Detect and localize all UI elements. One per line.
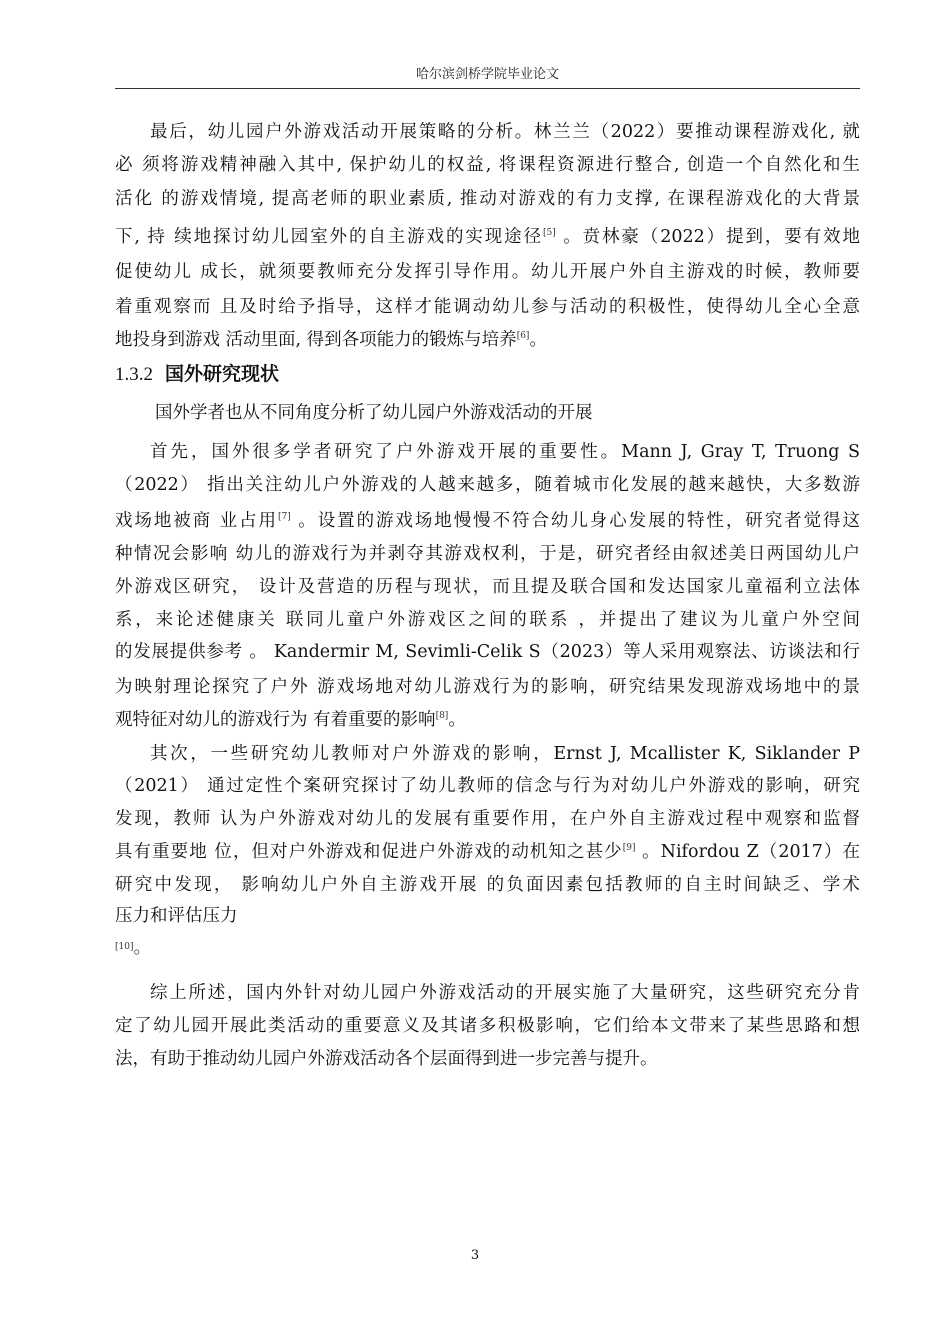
para4-line2: （2021） 通过定性个案研究探讨了幼儿教师的信念与行为对幼儿户外游戏的影响，研究 [115,776,860,796]
para1-line7 [115,324,860,356]
para2-line1: 国外学者也从不同角度分析了幼儿园户外游戏活动的开展 [155,403,593,423]
para4-line4-text-b: 。Nifordou Z（2017）在 [635,842,860,862]
para3-line9-text-a: 观特征对幼儿的游戏行为 有着重要的影响 [115,710,436,730]
citation-6: [6] [516,331,530,342]
citation-10: [10] [115,942,134,952]
para1-line5: 促使幼儿 成长，就须要教师充分发挥引导作用。幼儿开展户外自主游戏的时候，教师要 [115,262,860,282]
para3-line3-text-a: 戏场地被商 业占用 [115,511,278,531]
para3-line9 [115,704,860,736]
citation-8: [8] [435,711,449,722]
citation-5: [5] [542,228,556,239]
para1-line4-text-a: 下, 持 续地探讨幼儿园室外的自主游戏的实现途径 [115,227,543,247]
para3-line2: （2022） 指出关注幼儿户外游戏的人越来越多，随着城市化发展的越来越快，大多数游 [115,475,860,495]
page-header: 哈尔滨剑桥学院毕业论文 [415,67,559,82]
para5-line2: 定了幼儿园开展此类活动的重要意义及其诸多积极影响，它们给本文带来了某些思路和想 [115,1016,860,1036]
para3-line7: 的发展提供参考 。 Kandermir M, Sevimli-Celik S（2023）等人采用观察法、访谈法和行 [115,642,860,662]
para1-line4-text-b: 。贲林豪（2022）提到，要有效地 [555,227,860,247]
para3-line6: 系，来论述健康关 联同儿童户外游戏区之间的联系 ，并提出了建议为儿童户外空间 [115,610,860,630]
para4-line7 [115,938,151,958]
para4-line7-period: 。 [133,938,151,958]
para3-line3-text-b: 。设置的游戏场地慢慢不符合幼儿身心发展的特性，研究者觉得这 [290,511,860,531]
para4-line4-text-a: 具有重要地 位，但对户外游戏和促进户外游戏的动机知之甚少 [115,842,623,862]
para3-line5: 外游戏区研究， 设计及营造的历程与现状，而且提及联合国和发达国家儿童福利立法体 [115,577,860,597]
para1-line3: 活化 的游戏情境, 提高老师的职业素质, 推动对游戏的有力支撑, 在课程游戏化的大背景 [115,189,860,209]
para3-line4: 种情况会影响 幼儿的游戏行为并剥夺其游戏权利，于是，研究者经由叙述美日两国幼儿户 [115,544,860,564]
para1-line7-text-a: 地投身到游戏 活动里面, 得到各项能力的锻炼与培养 [115,330,517,350]
para3-line1: 首先，国外很多学者研究了户外游戏开展的重要性。Mann J, Gray T, Truong S [150,442,860,462]
para3-line8: 为映射理论探究了户外 游戏场地对幼儿游戏行为的影响，研究结果发现游戏场地中的景 [115,677,860,697]
para1-line7-text-b: 。 [529,330,547,350]
page-number: 3 [470,1248,480,1263]
citation-9: [9] [622,843,636,854]
para5-line3: 法，有助于推动幼儿园户外游戏活动各个层面得到进一步完善与提升。 [115,1049,658,1069]
para4-line1: 其次，一些研究幼儿教师对户外游戏的影响，Ernst J, Mcallister K, Siklander P [150,744,860,764]
section-heading [115,359,279,390]
citation-7: [7] [278,512,291,523]
para1-line4 [115,221,860,253]
para4-line4 [115,836,860,868]
para1-line6: 着重观察而 且及时给予指导，这样才能调动幼儿参与活动的积极性，使得幼儿全心全意 [115,297,860,317]
para3-line3 [115,505,860,537]
section-title: 国外研究现状 [165,363,280,385]
header-rule [115,88,860,89]
para4-line3: 发现，教师 认为户外游戏对幼儿的发展有重要作用，在户外自主游戏过程中观察和监督 [115,809,860,829]
para3-line9-text-b: 。 [448,710,466,730]
section-number: 1.3.2 [115,364,153,385]
para1-line1: 最后，幼儿园户外游戏活动开展策略的分析。林兰兰（2022）要推动课程游戏化, 就 [150,122,860,142]
para4-line5: 研究中发现， 影响幼儿户外自主游戏开展 的负面因素包括教师的自主时间缺乏、学术 [115,875,860,895]
para5-line1: 综上所述，国内外针对幼儿园户外游戏活动的开展实施了大量研究，这些研究充分肯 [150,983,860,1003]
para4-line6: 压力和评估压力 [115,906,238,926]
para1-line2: 必 须将游戏精神融入其中, 保护幼儿的权益, 将课程资源进行整合, 创造一个自然化和生 [115,155,860,175]
